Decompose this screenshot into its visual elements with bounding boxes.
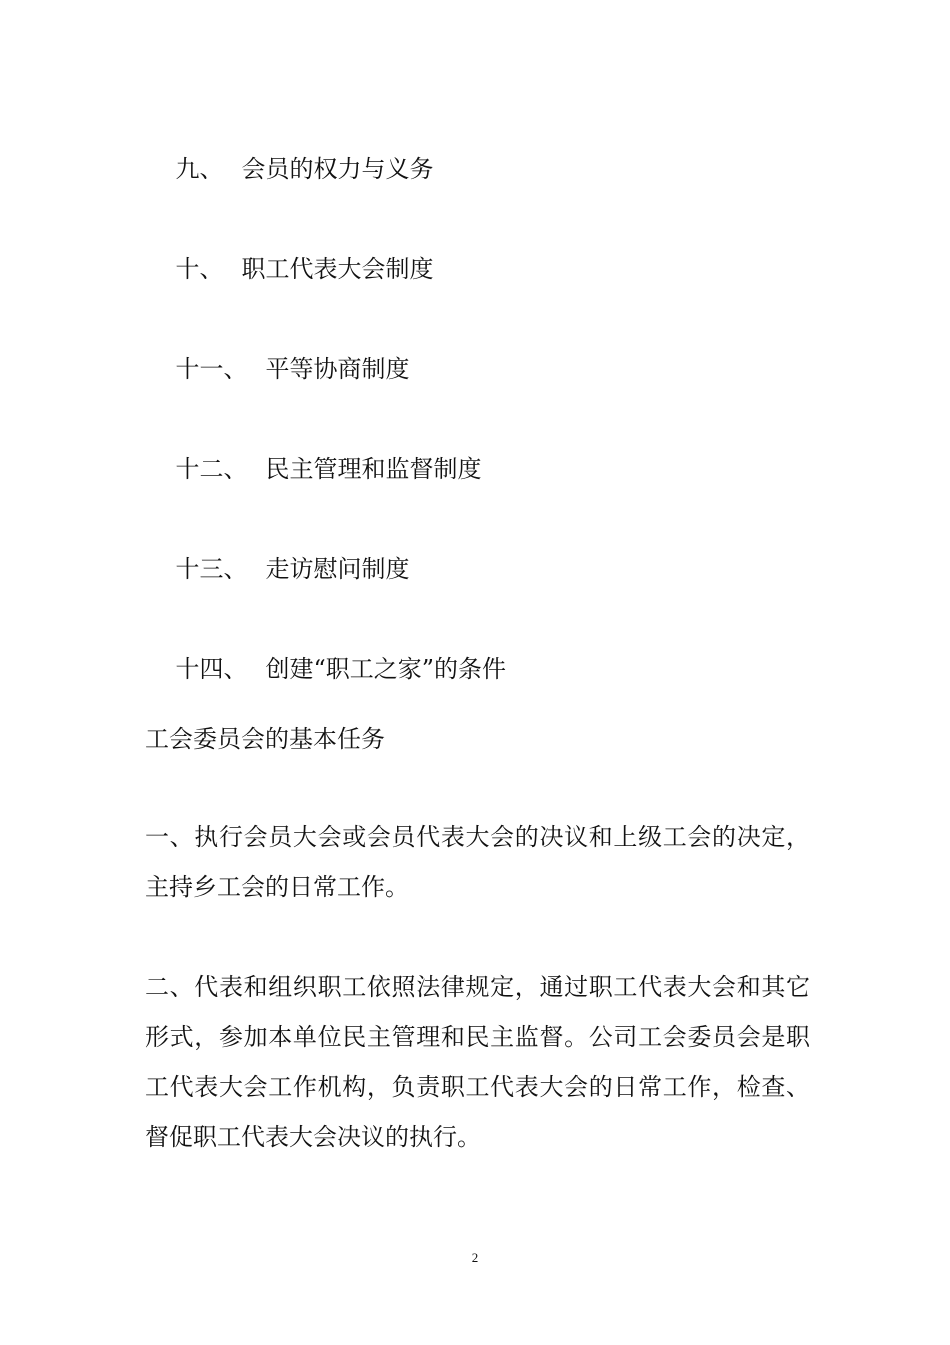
item-number: 十四、 bbox=[175, 655, 248, 683]
item-text: 职工代表大会制度 bbox=[241, 255, 434, 283]
item-number: 九、 bbox=[175, 155, 224, 183]
item-number: 十二、 bbox=[175, 455, 248, 483]
list-item bbox=[145, 324, 410, 414]
list-item bbox=[145, 524, 410, 614]
paragraph-2: 二、代表和组织职工依照法律规定，通过职工代表大会和其它形式，参加本单位民主管理和民主监督。公司工会委员会是职工代表大会工作机构，负责职工代表大会的日常工作，检查、督促职工代表大会决议的执行。 bbox=[145, 973, 810, 1151]
item-text: 平等协商制度 bbox=[265, 355, 410, 383]
list-item bbox=[145, 124, 434, 214]
list-item bbox=[145, 224, 434, 314]
item-text: 会员的权力与义务 bbox=[241, 155, 434, 183]
page-number: 2 bbox=[471, 1250, 479, 1265]
list-item bbox=[145, 624, 506, 714]
paragraph-1: 一、执行会员大会或会员代表大会的决议和上级工会的决定，主持乡工会的日常工作。 bbox=[145, 823, 810, 901]
item-text: 走访慰问制度 bbox=[265, 555, 410, 583]
list-item bbox=[145, 424, 482, 514]
item-number: 十三、 bbox=[175, 555, 248, 583]
item-number: 十一、 bbox=[175, 355, 248, 383]
section-title: 工会委员会的基本任务 bbox=[145, 725, 385, 753]
item-text: 创建“职工之家”的条件 bbox=[265, 655, 507, 683]
item-text: 民主管理和监督制度 bbox=[265, 455, 482, 483]
item-number: 十、 bbox=[175, 255, 224, 283]
